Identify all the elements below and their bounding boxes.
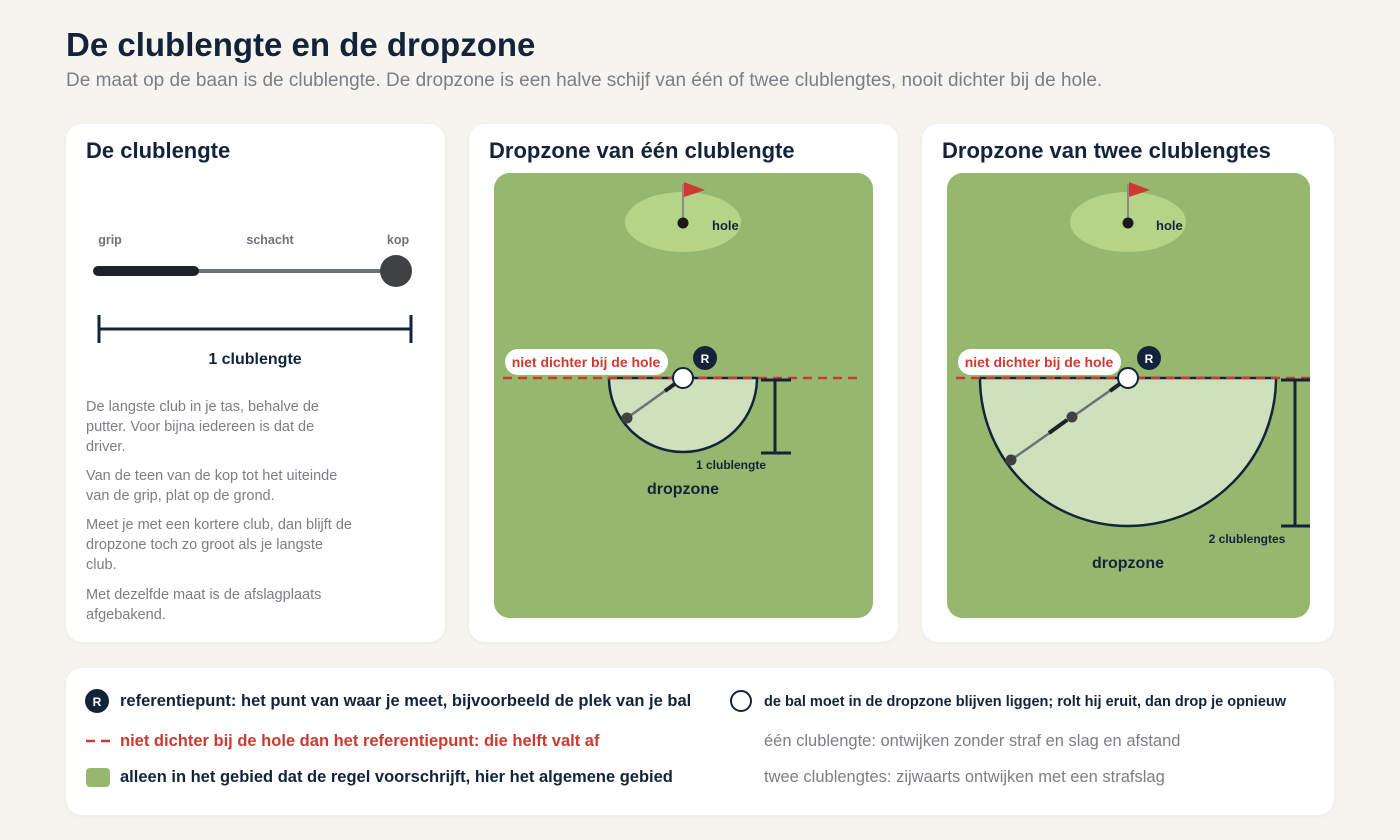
- panel-one-club: [494, 173, 873, 618]
- label-grip: grip: [98, 233, 122, 247]
- ball-icon: [1118, 368, 1138, 388]
- measure-label: 1 clublengte: [695, 458, 767, 472]
- legend-two-clubs-text: twee clublengtes: zijwaarts ontwijken met een strafslag: [764, 768, 1165, 786]
- label-shaft: schacht: [246, 233, 294, 247]
- measure-label: 1 clublengte: [208, 351, 302, 368]
- ball-icon: [673, 368, 693, 388]
- hole-cup: [678, 218, 689, 229]
- legend-line-text: niet dichter bij de hole dan het referentiepunt: die helft valt af: [120, 732, 600, 750]
- club-diagram: [66, 220, 445, 380]
- measure-club-head: [622, 413, 633, 424]
- measure-club-head-2: [1006, 455, 1017, 466]
- legend-ball-text: de bal moet in de dropzone blijven liggen; rolt hij eruit, dan drop je opnieuw: [764, 694, 1287, 710]
- legend-reference-text: referentiepunt: het punt van waar je meet, bijvoorbeeld de plek van je bal: [120, 692, 692, 710]
- hole-label: hole: [1156, 218, 1183, 233]
- reference-marker-letter: R: [700, 352, 710, 366]
- measure-club-head-1: [1067, 412, 1078, 423]
- paragraph-4: Met dezelfde maat is de afslagplaats afgebakend.: [86, 587, 322, 623]
- paragraph-2: Van de teen van de kop tot het uiteinde van de grip, plat op de grond.: [86, 468, 338, 504]
- hole-label: hole: [712, 218, 739, 233]
- card-club-length-title: De clublengte: [86, 138, 231, 163]
- legend-ball-icon: [731, 691, 751, 711]
- legend-area-text: alleen in het gebied dat de regel voorschrijft, hier het algemene gebied: [120, 768, 673, 786]
- dropzone-label: dropzone: [647, 481, 719, 498]
- dropzone-label: dropzone: [1092, 555, 1164, 572]
- page-subtitle: De maat op de baan is de clublengte. De dropzone is een halve schijf van één of twee clublengtes, nooit dichter bij de hole.: [66, 70, 1103, 91]
- legend-area-swatch: [86, 768, 110, 787]
- paragraph-1: De langste club in je tas, behalve de putter. Voor bijna iedereen is dat de driver.: [86, 399, 319, 455]
- line-label: niet dichter bij de hole: [511, 354, 661, 370]
- reference-marker-letter: R: [1144, 352, 1154, 366]
- legend-one-club-text: één clublengte: ontwijken zonder straf en slag en afstand: [764, 732, 1181, 750]
- paragraph-3: Meet je met een kortere club, dan blijft de dropzone toch zo groot als je langste club.: [86, 517, 352, 573]
- panel-two-clubs: [947, 173, 1310, 618]
- label-head: kop: [386, 233, 410, 247]
- club-head: [380, 255, 412, 287]
- page-title: De clublengte en de dropzone: [66, 26, 536, 63]
- legend-reference-letter: R: [92, 695, 102, 709]
- hole-cup: [1123, 218, 1134, 229]
- card-one-club-title: Dropzone van één clublengte: [489, 138, 795, 163]
- measure-label: 2 clublengtes: [1208, 532, 1286, 546]
- line-label: niet dichter bij de hole: [964, 354, 1114, 370]
- card-two-clubs-title: Dropzone van twee clublengtes: [942, 138, 1271, 163]
